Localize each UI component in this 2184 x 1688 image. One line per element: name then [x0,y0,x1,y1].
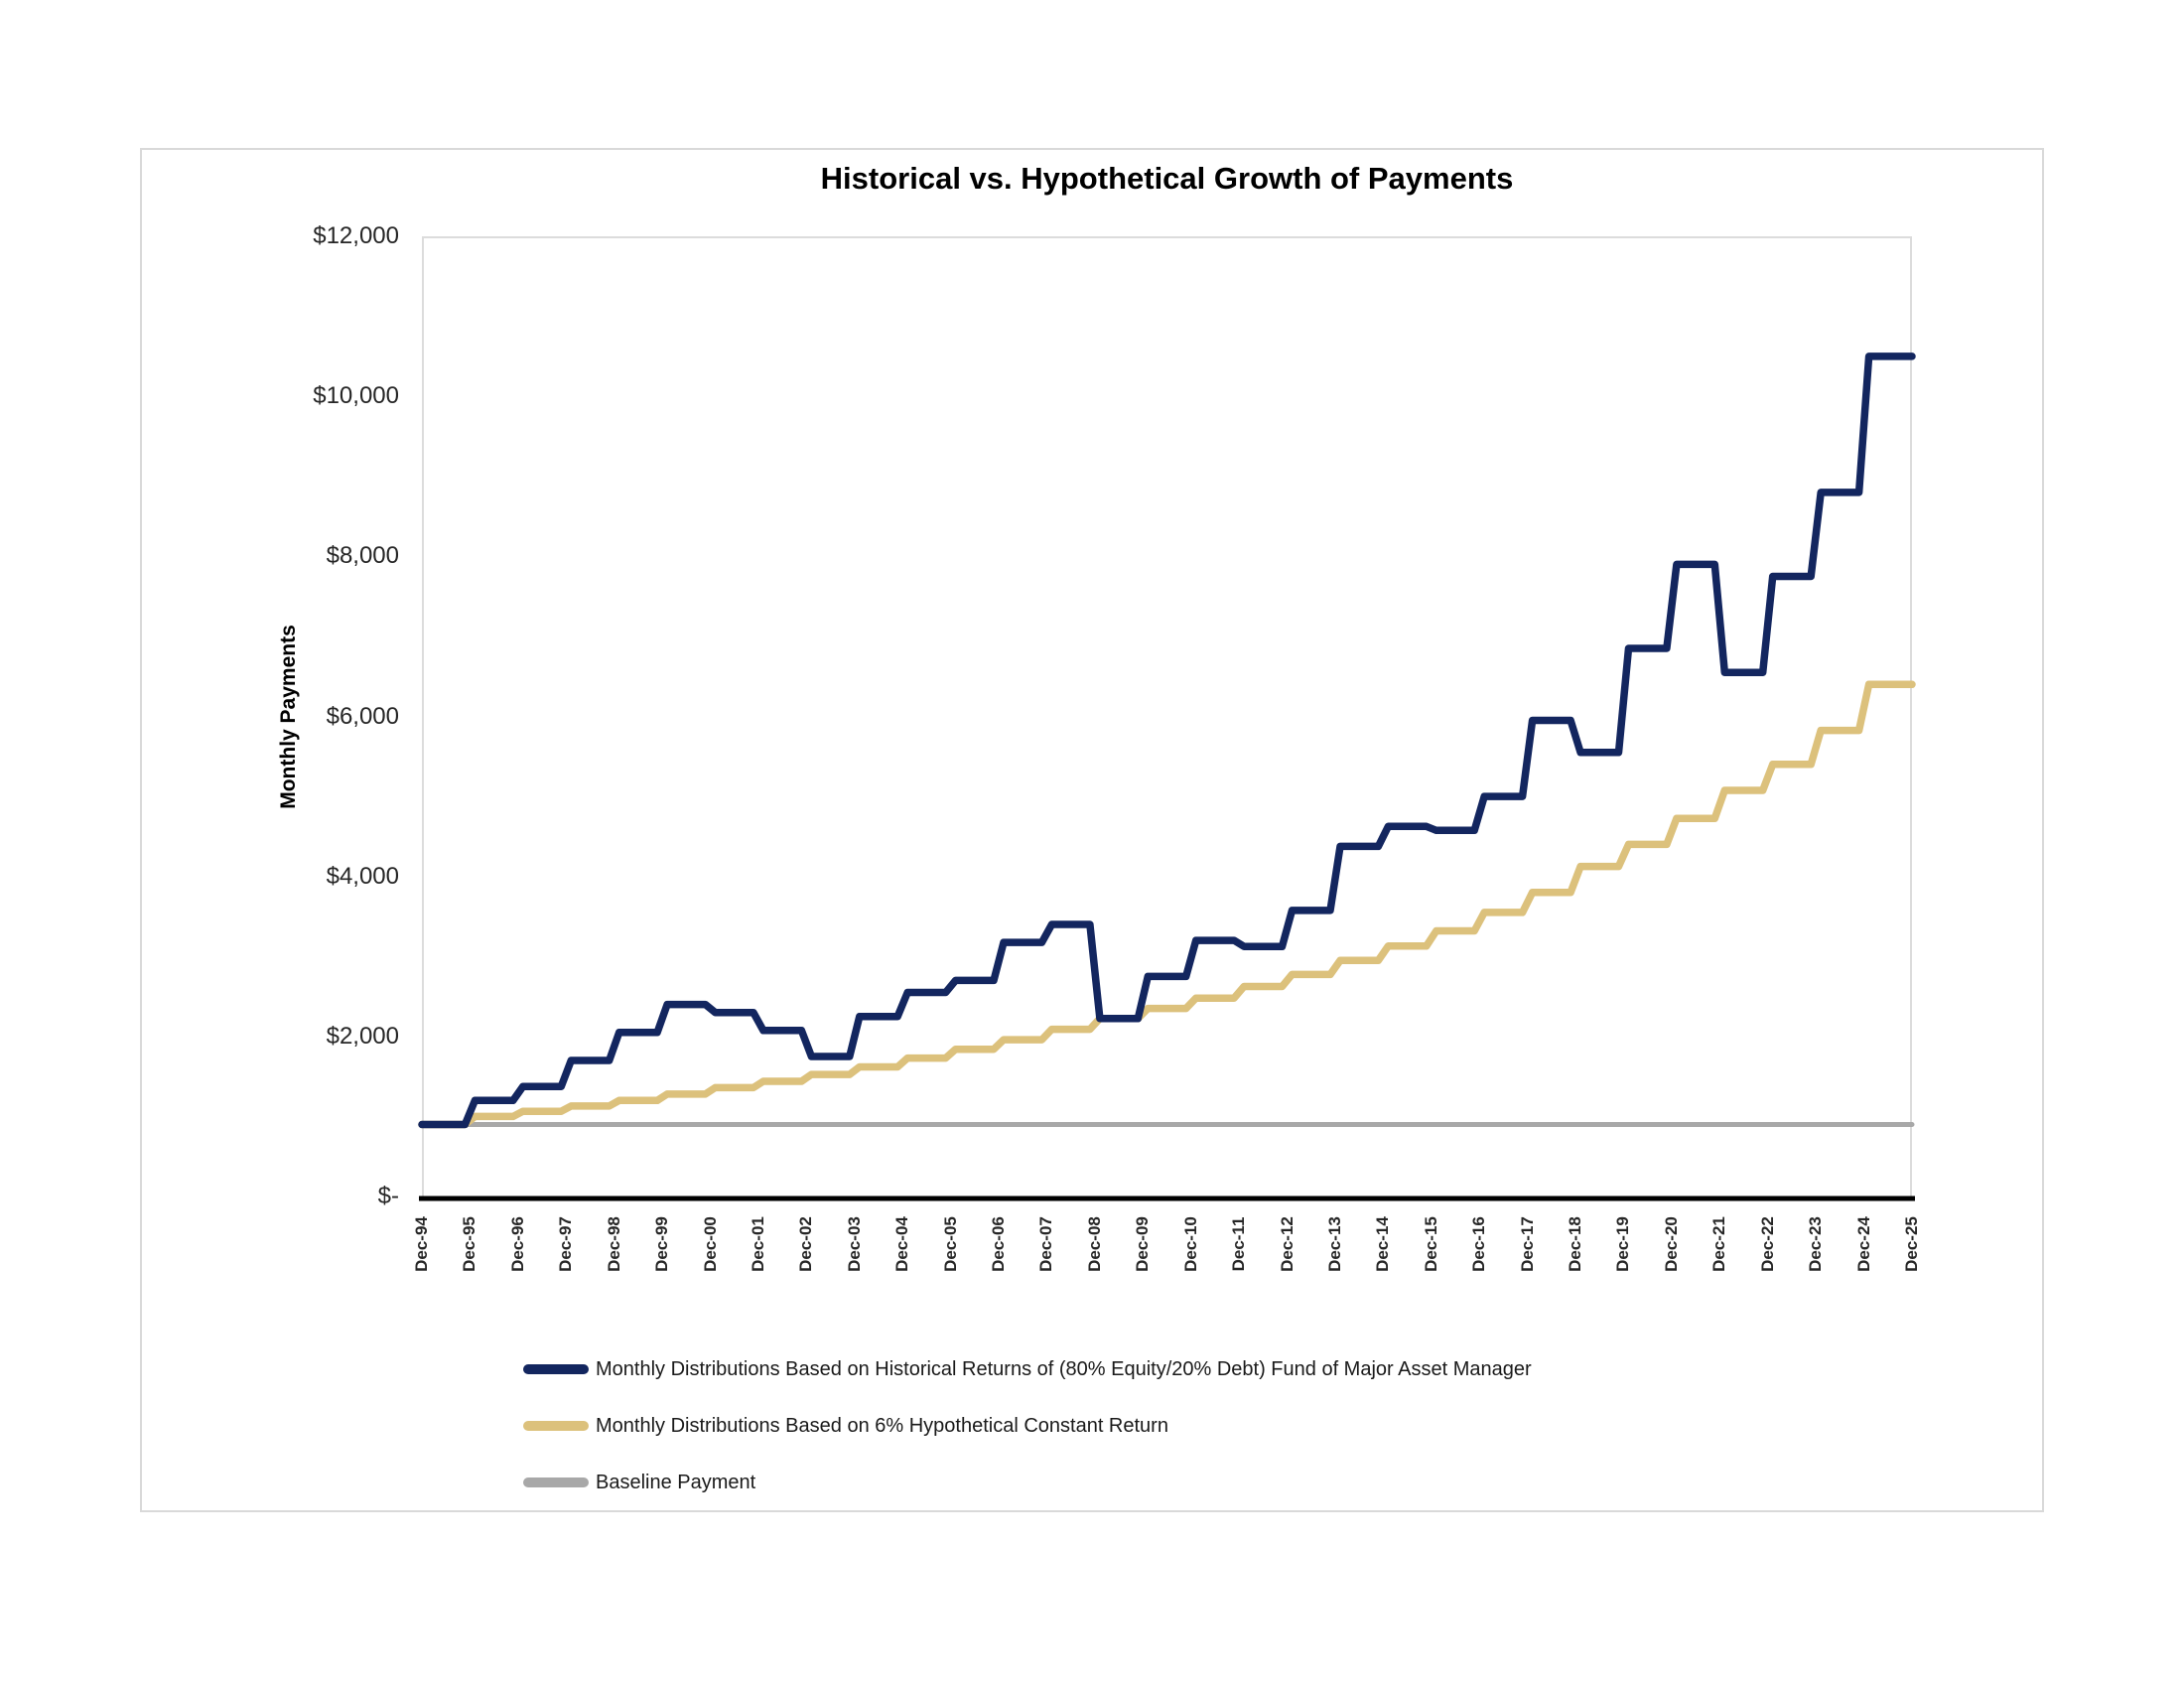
x-tick-label: Dec-15 [1421,1216,1440,1272]
x-tick-label: Dec-12 [1277,1216,1297,1272]
y-axis-title: Monthly Payments [277,625,300,809]
x-tick-label: Dec-22 [1757,1216,1777,1272]
x-tick-label: Dec-98 [604,1216,623,1272]
x-tick-label: Dec-14 [1373,1216,1393,1272]
x-tick-label: Dec-01 [748,1216,767,1272]
x-tick-label: Dec-03 [844,1216,864,1272]
x-tick-label: Dec-24 [1853,1216,1873,1272]
legend-item-historical [523,1354,1532,1384]
x-tick-label: Dec-23 [1806,1216,1826,1272]
y-tick-label: $2,000 [326,1022,399,1050]
legend-label-baseline: Baseline Payment [596,1471,756,1493]
y-tick-label: $- [377,1183,399,1209]
x-tick-label: Dec-97 [556,1216,576,1272]
y-tick-label: $6,000 [326,702,399,730]
x-tick-label: Dec-96 [507,1216,527,1272]
x-tick-label: Dec-19 [1613,1216,1633,1272]
x-tick-label: Dec-94 [412,1216,431,1272]
baseline-series-swatch-icon [523,1477,589,1487]
x-tick-label: Dec-00 [700,1216,720,1272]
legend [523,1354,1532,1524]
x-tick-label: Dec-16 [1469,1216,1489,1272]
y-tick-label: $12,000 [313,222,399,249]
x-tick-label: Dec-04 [892,1216,912,1272]
hypothetical-series-swatch-icon [523,1421,589,1431]
x-tick-label: Dec-07 [1036,1216,1056,1272]
x-tick-label: Dec-20 [1661,1216,1681,1272]
hypothetical-series-line [422,684,1912,1124]
x-tick-label: Dec-13 [1324,1216,1344,1272]
x-tick-label: Dec-25 [1902,1216,1921,1272]
x-tick-label: Dec-02 [796,1216,816,1272]
x-tick-label: Dec-99 [652,1216,672,1272]
x-tick-label: Dec-17 [1517,1216,1537,1272]
legend-item-baseline [523,1468,1532,1497]
legend-item-hypothetical [523,1411,1532,1441]
x-tick-label: Dec-08 [1084,1216,1104,1272]
y-tick-label: $8,000 [326,542,399,570]
y-tick-label: $10,000 [313,382,399,410]
x-tick-label: Dec-10 [1180,1216,1200,1272]
x-tick-label: Dec-11 [1229,1216,1249,1272]
historical-series-swatch-icon [523,1364,589,1374]
x-tick-label: Dec-95 [460,1216,479,1272]
y-tick-label: $4,000 [326,862,399,890]
x-tick-label: Dec-05 [940,1216,960,1272]
x-tick-label: Dec-06 [989,1216,1009,1272]
legend-label-hypothetical: Monthly Distributions Based on 6% Hypothetical Constant Return [596,1414,1168,1437]
x-tick-label: Dec-21 [1709,1216,1729,1272]
chart-title: Historical vs. Hypothetical Growth of Payments [820,161,1514,196]
x-tick-label: Dec-18 [1566,1216,1585,1272]
x-tick-label: Dec-09 [1133,1216,1153,1272]
legend-label-historical: Monthly Distributions Based on Historical Returns of (80% Equity/20% Debt) Fund of Major Asset Manager [596,1357,1532,1380]
